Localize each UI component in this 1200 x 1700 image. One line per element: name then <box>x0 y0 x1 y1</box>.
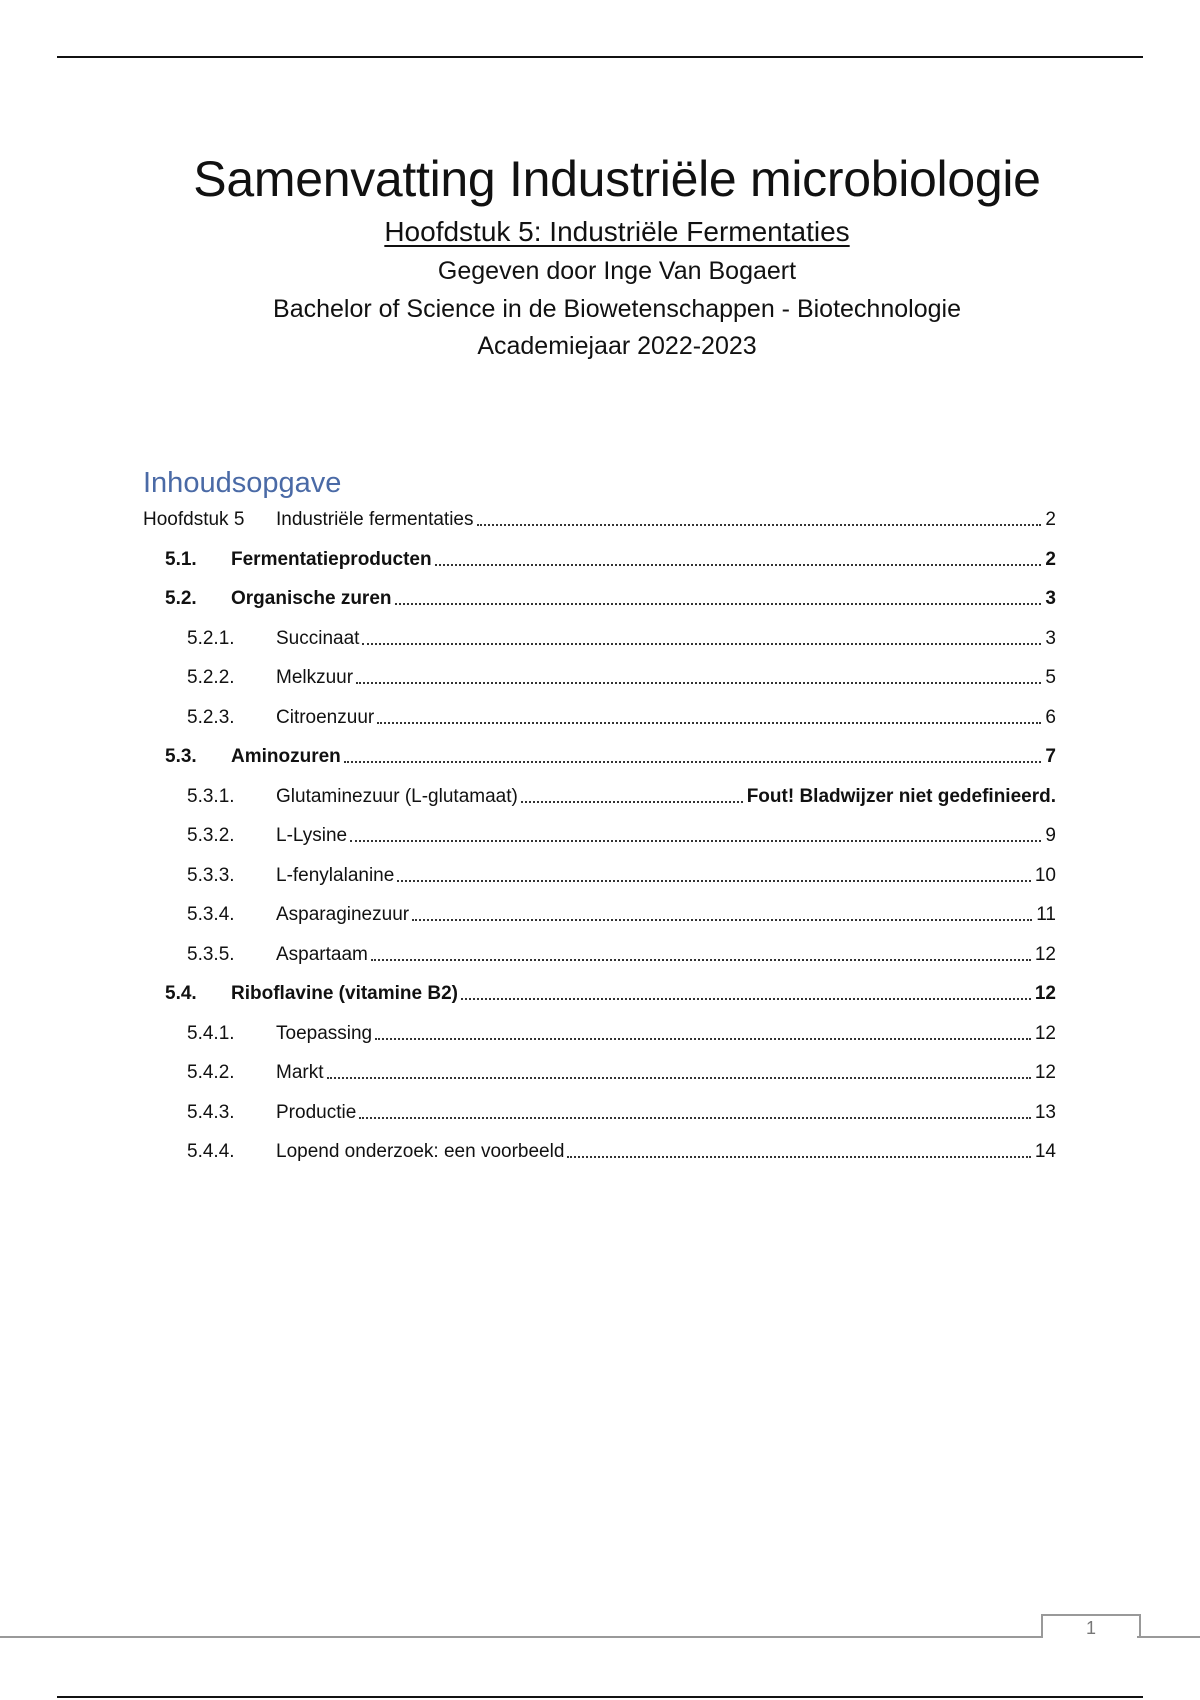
toc-entry[interactable] <box>0 1137 1200 1167</box>
toc-entry-number: 5.4.1. <box>187 1023 235 1044</box>
toc-dot-leader <box>356 682 1041 684</box>
toc-entry[interactable] <box>0 703 1200 733</box>
toc-entry-line <box>276 900 1056 930</box>
toc-entry[interactable] <box>0 861 1200 891</box>
toc-entry[interactable] <box>0 742 1200 772</box>
toc-entry-page: 7 <box>1045 746 1056 767</box>
lecturer-line: Gegeven door Inge Van Bogaert <box>437 257 797 285</box>
toc-entry-label: Fermentatieproducten <box>231 549 432 570</box>
toc-entry-line <box>276 1019 1056 1049</box>
toc-entry-page: 2 <box>1045 509 1056 530</box>
toc-entry-label: Melkzuur <box>276 667 354 688</box>
toc-entry[interactable] <box>0 624 1200 654</box>
toc-entry-label: Lopend onderzoek: een voorbeeld <box>276 1141 565 1162</box>
toc-entry-label: L-Lysine <box>276 825 348 846</box>
toc-entry-line <box>231 742 1056 772</box>
toc-entry-line <box>276 861 1056 891</box>
toc-entry-page: 12 <box>1034 1062 1056 1083</box>
toc-entry-page: 3 <box>1045 628 1056 649</box>
toc-dot-leader <box>412 919 1032 921</box>
chapter-subtitle <box>0 216 1200 248</box>
footer-rule-right <box>1137 1636 1200 1638</box>
toc-entry[interactable] <box>0 940 1200 970</box>
toc-entry-number: 5.2. <box>165 588 197 609</box>
toc-dot-leader <box>327 1077 1031 1079</box>
toc-dot-leader <box>477 524 1042 526</box>
program-line: Bachelor of Science in de Biowetenschappen - Biotechnologie <box>273 295 961 323</box>
toc-entry-number: 5.1. <box>165 549 197 570</box>
toc-entry-label: L-fenylalanine <box>276 865 395 886</box>
toc-entry-line <box>276 821 1056 851</box>
toc-dot-leader <box>435 564 1042 566</box>
toc-entry-line <box>276 624 1056 654</box>
toc-entry-line <box>276 1058 1056 1088</box>
toc-entry-label: Aspartaam <box>276 944 368 965</box>
toc-entry-line <box>276 1098 1056 1128</box>
toc-entry-label: Succinaat <box>276 628 360 649</box>
toc-entry-page: 6 <box>1045 707 1056 728</box>
footer-rule-left <box>0 1636 1041 1638</box>
toc-entry-number: 5.4.4. <box>187 1141 235 1162</box>
toc-entry-page: 2 <box>1045 549 1056 570</box>
toc-entry-number: 5.2.3. <box>187 707 235 728</box>
toc-entry[interactable] <box>0 505 1200 535</box>
toc-dot-leader <box>521 801 743 803</box>
toc-entry-number: 5.3.1. <box>187 786 235 807</box>
toc-entry[interactable] <box>0 782 1200 812</box>
toc-entry-page: 10 <box>1034 865 1056 886</box>
page-number: 1 <box>1041 1614 1141 1638</box>
toc-entry-page: 12 <box>1034 1023 1056 1044</box>
bottom-rule <box>57 1696 1143 1698</box>
toc-dot-leader <box>344 761 1042 763</box>
toc-entry-label: Productie <box>276 1102 357 1123</box>
toc-entry[interactable] <box>0 900 1200 930</box>
toc-entry-line <box>276 1137 1056 1167</box>
toc-entry-label: Organische zuren <box>231 588 392 609</box>
toc-entry-line <box>231 979 1056 1009</box>
toc-entry-line <box>231 584 1056 614</box>
toc-entry[interactable] <box>0 584 1200 614</box>
toc-entry-line <box>276 782 1056 812</box>
toc-entry[interactable] <box>0 1058 1200 1088</box>
toc-entry-number: 5.3. <box>165 746 197 767</box>
toc-entry-label: Riboflavine (vitamine B2) <box>231 983 458 1004</box>
toc-dot-leader <box>371 959 1031 961</box>
toc-dot-leader <box>350 840 1041 842</box>
toc-entry-label: Markt <box>276 1062 324 1083</box>
toc-entry[interactable] <box>0 1019 1200 1049</box>
toc-entry-page: 9 <box>1045 825 1056 846</box>
toc-entry-number: 5.4. <box>165 983 197 1004</box>
top-rule <box>57 56 1143 58</box>
toc-entry-line <box>276 505 1056 535</box>
toc-entry-page: 14 <box>1034 1141 1056 1162</box>
document-title: Samenvatting Industriële microbiologie <box>193 151 1041 207</box>
toc-entry-line <box>231 545 1056 575</box>
toc-bookmark-error: Fout! Bladwijzer niet gedefinieerd. <box>746 786 1056 807</box>
toc-entry-page: 12 <box>1034 944 1056 965</box>
toc-entry[interactable] <box>0 545 1200 575</box>
toc-entry-line <box>276 940 1056 970</box>
academic-year-line: Academiejaar 2022-2023 <box>477 332 757 360</box>
toc-dot-leader <box>359 1117 1031 1119</box>
toc-dot-leader <box>461 998 1031 1000</box>
toc-dot-leader <box>567 1156 1030 1158</box>
toc-entry[interactable] <box>0 979 1200 1009</box>
toc-dot-leader <box>362 643 1041 645</box>
toc-entry-page: 12 <box>1034 983 1056 1004</box>
toc-entry-page: 3 <box>1045 588 1056 609</box>
toc-entry-label: Industriële fermentaties <box>276 509 474 530</box>
toc-entry-number: 5.3.4. <box>187 904 235 925</box>
toc-heading: Inhoudsopgave <box>143 467 342 499</box>
toc-entry[interactable] <box>0 821 1200 851</box>
toc-entry-number: 5.3.2. <box>187 825 235 846</box>
toc-entry-label: Glutaminezuur (L-glutamaat) <box>276 786 518 807</box>
chapter-subtitle-text: Hoofdstuk 5: Industriële Fermentaties <box>384 216 850 247</box>
toc-entry-label: Toepassing <box>276 1023 373 1044</box>
toc-dot-leader <box>397 880 1031 882</box>
toc-entry[interactable] <box>0 1098 1200 1128</box>
toc-entry-line <box>276 703 1056 733</box>
toc-dot-leader <box>375 1038 1031 1040</box>
toc-entry[interactable] <box>0 663 1200 693</box>
toc-entry-number: 5.4.3. <box>187 1102 235 1123</box>
toc-entry-label: Citroenzuur <box>276 707 375 728</box>
toc-entry-number: 5.3.3. <box>187 865 235 886</box>
toc-entry-number: 5.4.2. <box>187 1062 235 1083</box>
toc-dot-leader <box>377 722 1041 724</box>
toc-entry-label: Aminozuren <box>231 746 341 767</box>
toc-entry-line <box>276 663 1056 693</box>
toc-entry-page: 13 <box>1034 1102 1056 1123</box>
toc-dot-leader <box>395 603 1042 605</box>
toc-entry-page: 5 <box>1045 667 1056 688</box>
toc-entry-page: 11 <box>1036 904 1056 925</box>
toc-entry-number: 5.3.5. <box>187 944 235 965</box>
toc-entry-number: 5.2.1. <box>187 628 235 649</box>
toc-entry-number: 5.2.2. <box>187 667 235 688</box>
toc-entry-number: Hoofdstuk 5 <box>143 509 245 530</box>
toc-entry-label: Asparaginezuur <box>276 904 410 925</box>
